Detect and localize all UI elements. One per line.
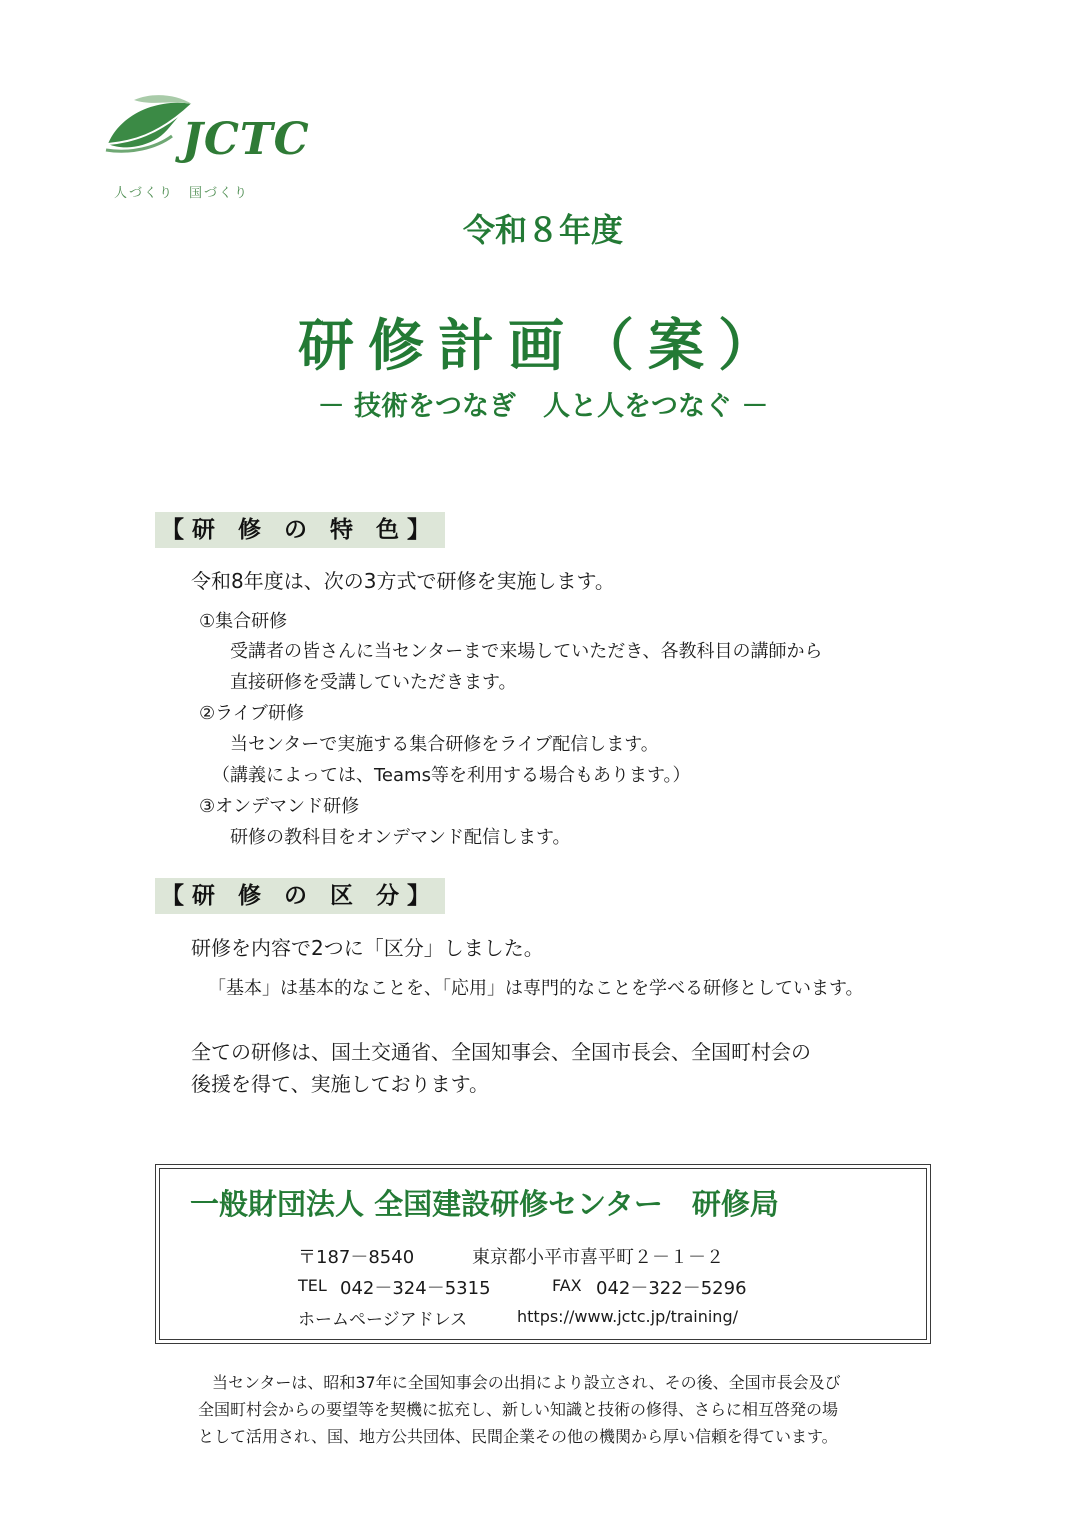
homepage-label: ホームページアドレス: [298, 1310, 468, 1330]
footer-line: 当センターは、昭和37年に全国知事会の出捐により設立され、その後、全国市長会及び: [212, 1373, 841, 1392]
method-label-ondemand: ③オンデマンド研修: [199, 796, 360, 817]
footer-line: 全国町村会からの要望等を契機に拡充し、新しい知識と技術の修得、さらに相互啓発の場: [198, 1400, 839, 1419]
fiscal-year: 令和８年度: [462, 211, 623, 249]
homepage-url[interactable]: https://www.jctc.jp/training/: [517, 1307, 738, 1326]
method-desc-line: （講義によっては、Teams等を利用する場合もあります。）: [212, 765, 691, 786]
jctc-logo: [100, 92, 310, 208]
method-label-group: ①集合研修: [199, 611, 288, 632]
postal-code: 〒187－8540: [298, 1247, 415, 1268]
method-desc-line: 直接研修を受講していただきます。: [230, 672, 517, 693]
tel-number: 042－324－5315: [340, 1278, 491, 1299]
division-line: 研修を内容で2つに「区分」しました。: [191, 936, 544, 960]
fax-label: FAX: [552, 1276, 582, 1295]
tel-label: TEL: [298, 1276, 327, 1295]
features-heading: 【 研 修 の 特 色 】: [155, 512, 445, 548]
address: 東京都小平市喜平町２－１－２: [472, 1247, 724, 1268]
method-desc-line: 受講者の皆さんに当センターまで来場していただき、各教科目の講師から: [230, 641, 823, 662]
support-line: 後援を得て、実施しております。: [191, 1072, 489, 1096]
method-label-live: ②ライブ研修: [199, 703, 305, 724]
logo-tagline: 人づくり 国づくり: [114, 186, 250, 201]
footer-line: として活用され、国、地方公共団体、民間企業その他の機関から厚い信頼を得ています。: [198, 1427, 838, 1446]
support-line: 全ての研修は、国土交通省、全国知事会、全国市長会、全国町村会の: [191, 1040, 811, 1064]
division-line: 「基本」は基本的なことを、「応用」は専門的なことを学べる研修としています。: [208, 978, 864, 999]
page-subtitle: － 技術をつなぎ 人と人をつなぐ －: [317, 391, 769, 422]
organization-name: 一般財団法人 全国建設研修センター 研修局: [190, 1187, 779, 1221]
page-title: 研修計画（案）: [298, 314, 788, 379]
features-intro: 令和8年度は、次の3方式で研修を実施します。: [191, 569, 615, 593]
method-desc-line: 研修の教科目をオンデマンド配信します。: [230, 827, 571, 848]
fax-number: 042－322－5296: [596, 1278, 747, 1299]
division-heading: 【 研 修 の 区 分 】: [155, 878, 445, 914]
method-desc-line: 当センターで実施する集合研修をライブ配信します。: [230, 734, 659, 755]
logo-wordmark: JCTC: [182, 114, 310, 165]
